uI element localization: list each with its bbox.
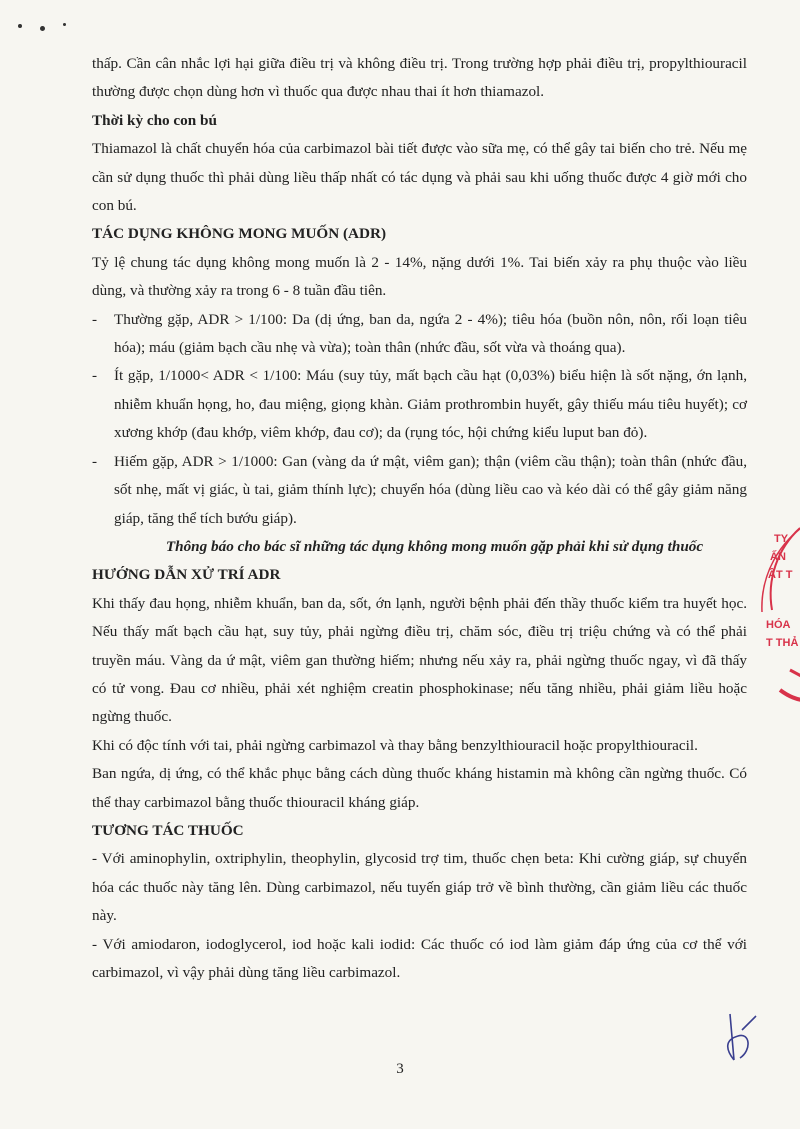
heading-adr: TÁC DỤNG KHÔNG MONG MUỐN (ADR) — [92, 225, 387, 243]
stamp-text: ẤN — [770, 551, 786, 563]
bullet-marker: - — [92, 452, 98, 470]
scan-dot — [40, 26, 45, 31]
paragraph-adr-management-1: Khi thấy đau họng, nhiễm khuẩn, ban da, sốt, ớn lạnh, người bệnh phải đến thầy thuốc kiểm tra huyết học. Nếu thấy mất bạch cầu hạt, suy tủy, phải ngừng điều trị, chăm sóc, điều trị triệu chứng và có thể phải truyền máu. Vàng da ứ mật, viêm gan thường hiếm; nhưng nếu xảy ra, phải ngừng thuốc ngay, vì đã thấy có tử vong. Đau cơ nhiều, phải xét nghiệm creatin phosphokinase; nếu tăng nhiều, phải giảm liều hoặc ngừng thuốc. — [92, 594, 747, 726]
interaction-item-2: - Với amiodaron, iodoglycerol, iod hoặc kali iodid: Các thuốc có iod làm giảm đáp ứng của cơ thể với carbimazol, vì vậy phải dùng tăng liều carbimazol. — [92, 935, 747, 981]
paragraph-adr-intro: Tỷ lệ chung tác dụng không mong muốn là 2 - 14%, nặng dưới 1%. Tai biến xảy ra phụ thuộc vào liều dùng, và thường xảy ra trong 6 - 8 tuần đầu tiên. — [92, 253, 747, 300]
paragraph-adr-management-2: Khi có độc tính với tai, phải ngừng carbimazol và thay bằng benzylthiouracil hoặc propylthiouracil. — [92, 736, 698, 754]
interaction-item-1: - Với aminophylin, oxtriphylin, theophylin, glycosid trợ tim, thuốc chẹn beta: Khi cường giáp, sự chuyển hóa các thuốc này tăng lên. Dùng carbimazol, nếu tuyến giáp trở về bình thường, cần giảm liều các thuốc này. — [92, 850, 747, 925]
stamp-text: TY — [774, 533, 789, 545]
scan-dot — [18, 24, 22, 28]
heading-breastfeeding: Thời kỳ cho con bú — [92, 111, 217, 129]
bullet-marker: - — [92, 367, 98, 385]
stamp-text: ẬT T — [768, 569, 793, 581]
stamp-text: T THẢ — [766, 637, 799, 649]
paragraph-breastfeeding: Thiamazol là chất chuyển hóa của carbimazol bài tiết được vào sữa mẹ, có thể gây tai biến cho trẻ. Nếu mẹ cần sử dụng thuốc thì phải dùng liều thấp nhất có tác dụng và phải sau khi uống thuốc được 4 giờ mới cho con bú. — [92, 140, 747, 215]
stamp-text: HÓA — [766, 619, 791, 631]
page-number: 3 — [396, 1061, 404, 1077]
adr-bullet-rare — [92, 448, 747, 533]
scan-dot — [63, 23, 66, 26]
heading-adr-management: HƯỚNG DẪN XỬ TRÍ ADR — [92, 566, 281, 584]
stamp-fragment — [760, 520, 800, 710]
adr-bullet-common — [92, 306, 747, 363]
paragraph-adr-management-3: Ban ngứa, dị ứng, có thể khắc phục bằng cách dùng thuốc kháng histamin mà không cần ngừng thuốc. Có thể thay carbimazol bằng thuốc thiouracil kháng giáp. — [92, 765, 747, 811]
adr-notice: Thông báo cho bác sĩ những tác dụng không mong muốn gặp phải khi sử dụng thuốc — [165, 537, 704, 555]
bullet-text: Thường gặp, ADR > 1/100: Da (dị ứng, ban da, ngứa 2 - 4%); tiêu hóa (buồn nôn, nôn, rối loạn tiêu hóa); máu (giảm bạch cầu nhẹ và vừa); toàn thân (nhức đầu, sốt vừa và thoáng qua). — [114, 310, 747, 357]
bullet-text: Ít gặp, 1/1000< ADR < 1/100: Máu (suy tủy, mất bạch cầu hạt (0,03%) biểu hiện là sốt nặng, ớn lạnh, nhiễm khuẩn họng, ho, đau miệng, giọng khàn. Giảm prothrombin huyết, gây thiếu máu tiêu huyết); cơ xương khớp (đau khớp, viêm khớp, đau cơ); da (rụng tóc, hội chứng kiểu luput ban đỏ). — [114, 367, 747, 442]
bullet-text: Hiếm gặp, ADR > 1/1000: Gan (vàng da ứ mật, viêm gan); thận (viêm cầu thận); toàn thân (nhức đầu, sốt nhẹ, mất vị giác, ù tai, giảm thính lực); chuyển hóa (dùng liều cao và kéo dài có thể gây giảm năng giáp, tăng thể tích bướu giáp). — [114, 452, 747, 527]
document-body — [92, 50, 747, 987]
bullet-marker: - — [92, 310, 98, 328]
paragraph-continued: thấp. Cần cân nhắc lợi hại giữa điều trị và không điều trị. Trong trường hợp phải điều trị, propylthiouracil thường được chọn dùng hơn vì thuốc qua được nhau thai ít hơn thiamazol. — [92, 55, 747, 101]
heading-interactions: TƯƠNG TÁC THUỐC — [92, 821, 244, 839]
adr-bullet-uncommon — [92, 362, 747, 447]
